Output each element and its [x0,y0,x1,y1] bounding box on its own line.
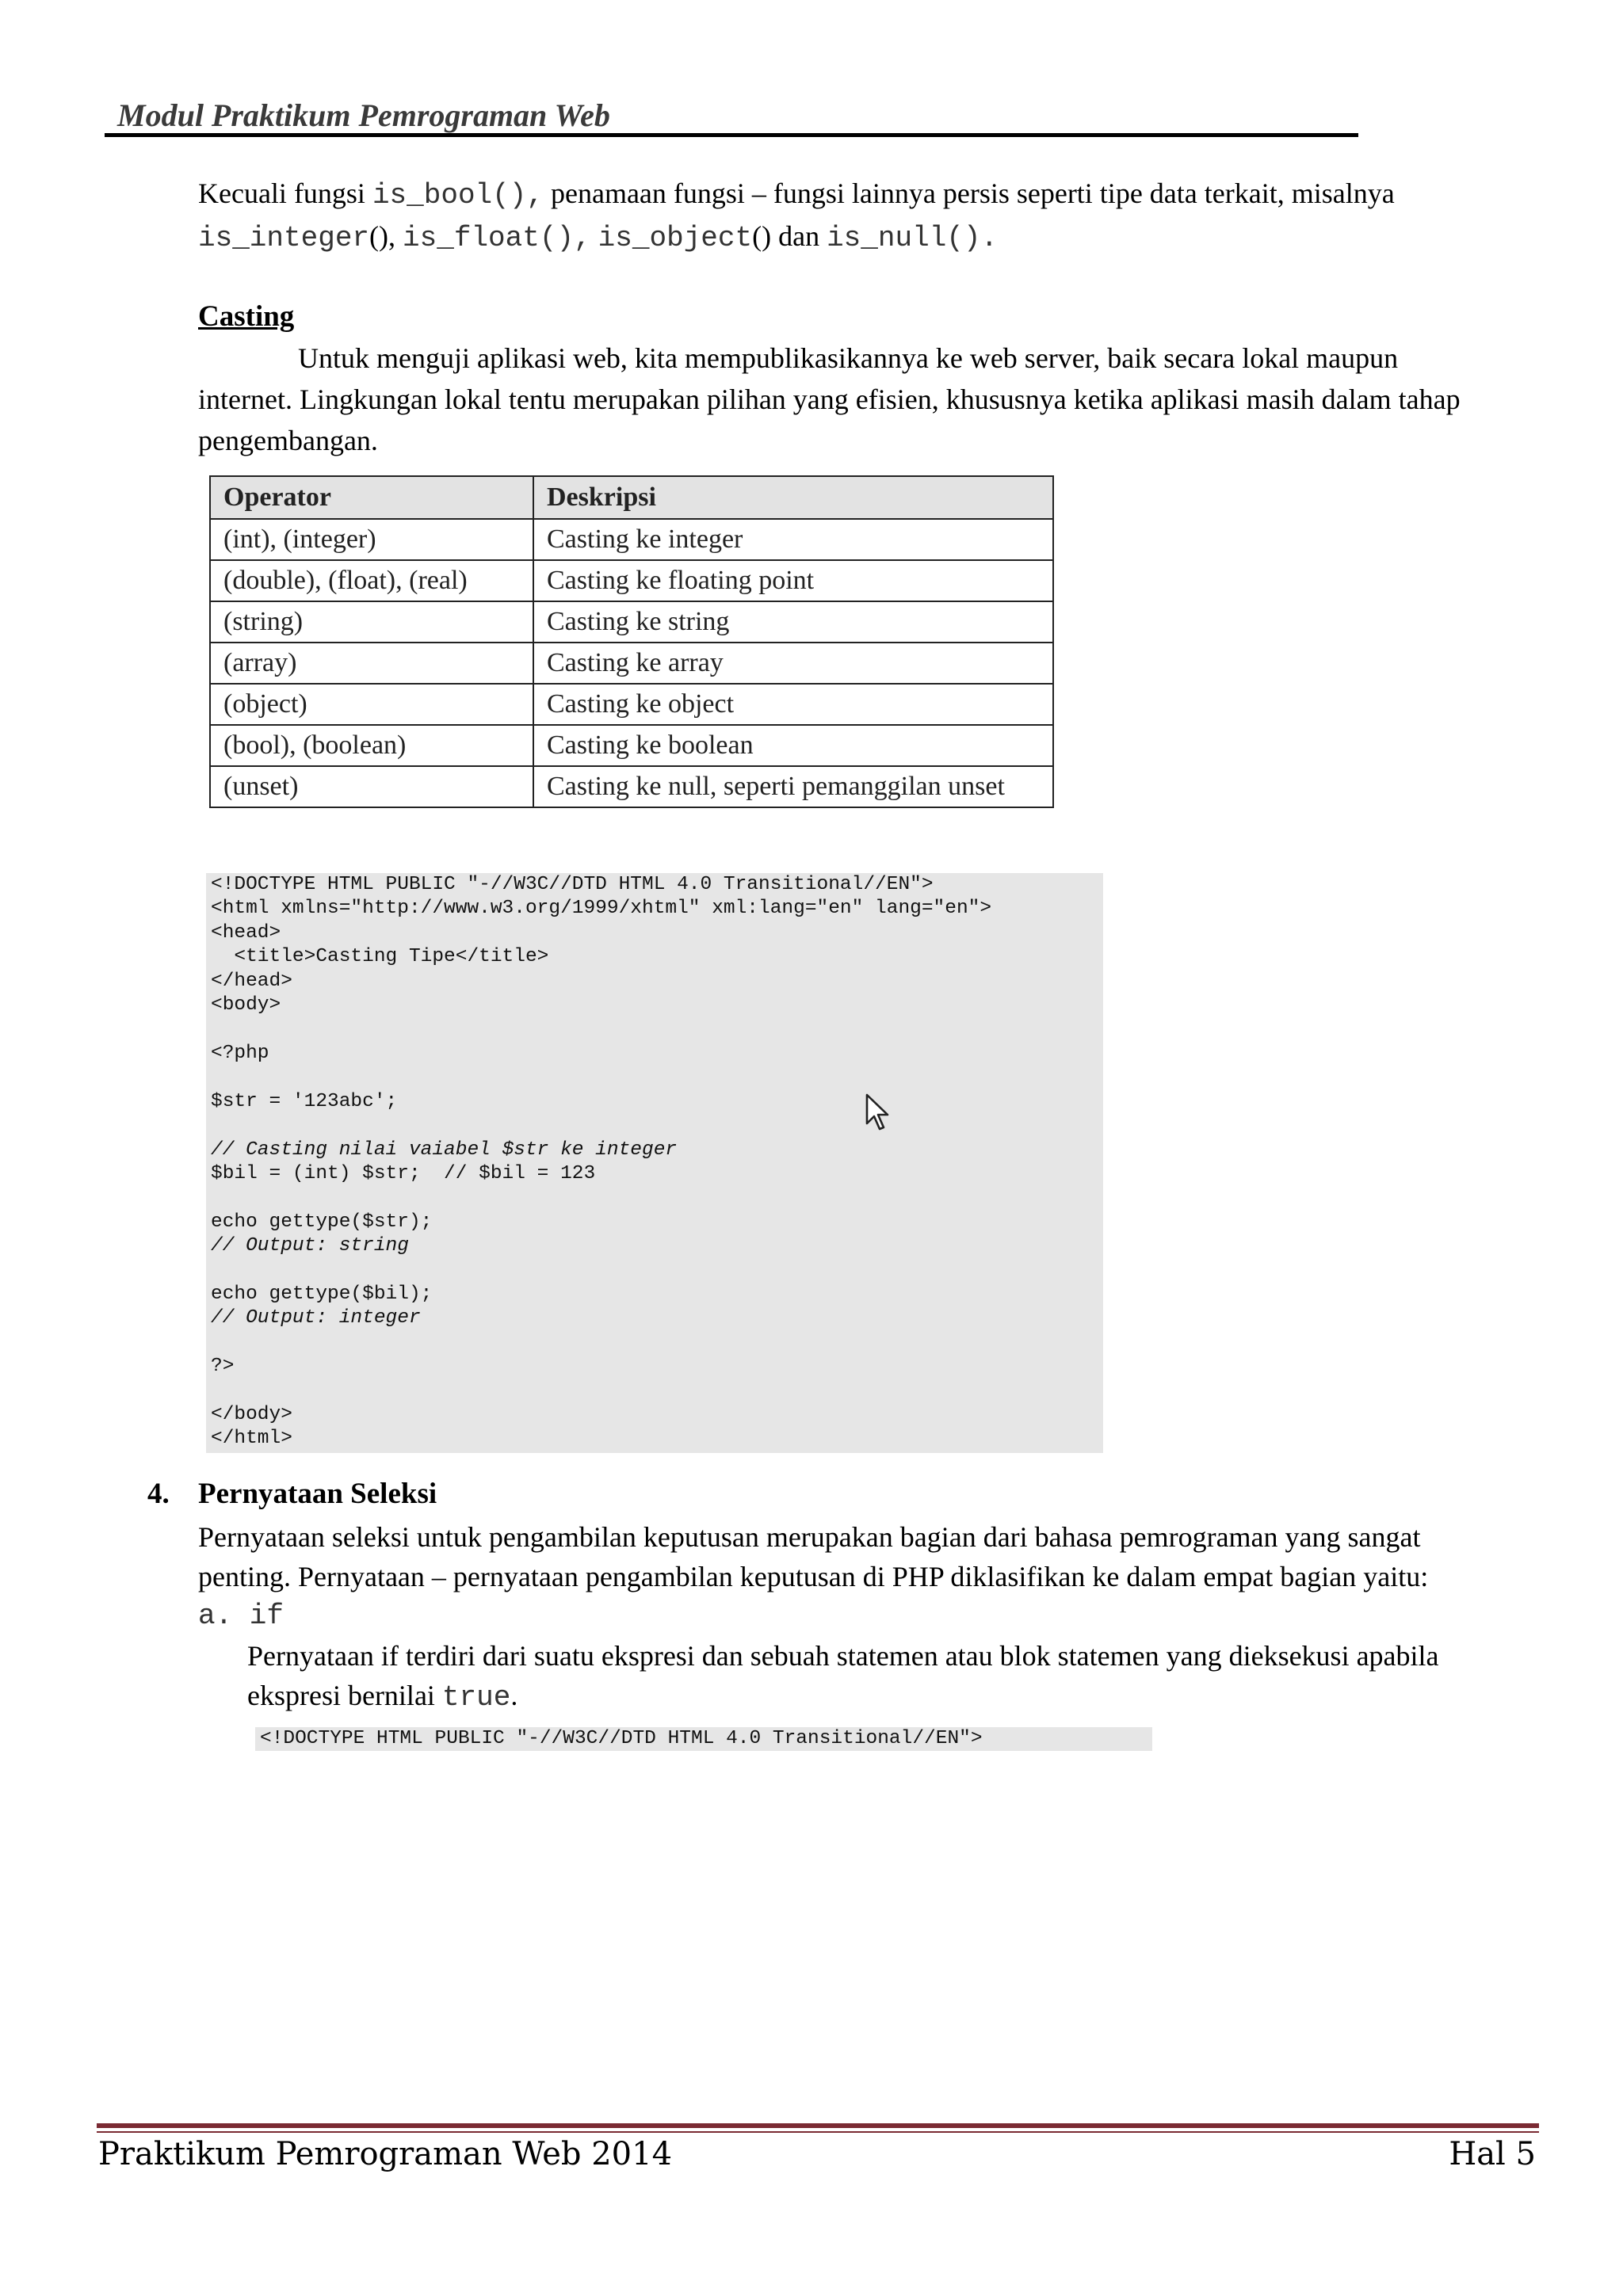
table-cell: (array) [210,643,533,684]
code-comment-line: // Output: integer [211,1307,421,1329]
subsection-paragraph-line: Pernyataan if terdiri dari suatu ekspresi dan sebuah statemen atau blok statemen yang dieksekusi apabila [247,1640,1439,1672]
footer-rule [97,2123,1539,2128]
intro-text: Kecuali fungsi [198,177,372,209]
table-cell: (bool), (boolean) [210,725,533,766]
page-number: Hal 5 [1449,2136,1536,2172]
header-title: Modul Praktikum Pemrograman Web [117,97,610,133]
operator-table [209,475,1054,808]
code-line: <!DOCTYPE HTML PUBLIC "-//W3C//DTD HTML 4.0 Transitional//EN"> [260,1728,983,1749]
intro-code: is_integer [198,222,370,254]
code-line: echo gettype($bil); [211,1283,433,1305]
intro-line-2 [198,215,998,259]
table-header-deskripsi: Deskripsi [533,476,1053,519]
intro-code: is_bool(), [372,179,544,212]
code-line: <!DOCTYPE HTML PUBLIC "-//W3C//DTD HTML 4.0 Transitional//EN"> [211,874,934,895]
casting-paragraph-line: internet. Lingkungan lokal tentu merupakan pilihan yang efisien, khususnya ketika aplikasi masih dalam tahap [198,383,1461,415]
intro-code: is_object [598,222,753,254]
code-line: </head> [211,971,292,992]
code-block-if [255,1727,1152,1751]
subsection-label: a. if [198,1600,285,1632]
table-row [210,766,1053,807]
table-row [210,560,1053,601]
intro-text: penamaan fungsi – fungsi lainnya persis seperti tipe data terkait, misalnya [543,177,1395,209]
intro-text [591,220,598,252]
table-cell: Casting ke integer [533,519,1053,560]
footer-title: Praktikum Pemrograman Web 2014 [98,2136,673,2172]
subsection-text: ekspresi bernilai [247,1680,442,1711]
code-comment-line: // Output: string [211,1235,409,1257]
code-line: echo gettype($str); [211,1211,433,1233]
subsection-code: true [441,1681,511,1714]
table-row [210,725,1053,766]
table-header-row [210,476,1053,519]
table-cell: Casting ke array [533,643,1053,684]
code-block-casting [206,873,1103,1453]
table-cell: (unset) [210,766,533,807]
footer-rule-thin [97,2131,1539,2133]
code-line: <html xmlns="http://www.w3.org/1999/xhtml" xml:lang="en" lang="en"> [211,898,992,919]
table-row [210,519,1053,560]
code-line: $str = '123abc'; [211,1091,398,1112]
intro-text: (), [369,220,403,252]
code-line: <body> [211,994,281,1016]
code-line: </html> [211,1428,292,1449]
code-line: <title>Casting Tipe</title> [211,946,549,967]
mouse-pointer-icon [865,1093,892,1133]
table-cell: Casting ke object [533,684,1053,725]
table-cell: (int), (integer) [210,519,533,560]
code-line: <head> [211,922,281,944]
table-row [210,601,1053,643]
section-paragraph-line: penting. Pernyataan – pernyataan pengambilan keputusan di PHP diklasifikan ke dalam empat bagian yaitu: [198,1561,1429,1592]
code-comment-line: // Casting nilai vaiabel $str ke integer [211,1139,678,1161]
table-cell: Casting ke string [533,601,1053,643]
code-line: <?php [211,1043,269,1064]
table-cell: (double), (float), (real) [210,560,533,601]
table-cell: (object) [210,684,533,725]
subsection-paragraph-line [247,1675,517,1718]
header-rule [105,133,1358,137]
table-row [210,684,1053,725]
subsection-text: . [510,1680,518,1711]
casting-paragraph-line: pengembangan. [198,425,378,456]
table-header-operator: Operator [210,476,533,519]
table-cell: Casting ke floating point [533,560,1053,601]
intro-text: () dan [752,220,827,252]
table-cell: (string) [210,601,533,643]
section-paragraph-line: Pernyataan seleksi untuk pengambilan keputusan merupakan bagian dari bahasa pemrograman yang sangat [198,1521,1421,1553]
intro-code: is_float(), [403,222,591,254]
intro-code: is_null(). [827,222,999,254]
casting-heading: Casting [198,300,295,333]
section-title: Pernyataan Seleksi [198,1478,437,1510]
code-line: ?> [211,1356,235,1377]
table-cell: Casting ke null, seperti pemanggilan unset [533,766,1053,807]
table-row [210,643,1053,684]
intro-line-1 [198,173,1395,216]
code-line: </body> [211,1404,292,1425]
section-number: 4. [147,1478,170,1510]
code-line: $bil = (int) $str; // $bil = 123 [211,1163,596,1184]
table-cell: Casting ke boolean [533,725,1053,766]
casting-paragraph-line: Untuk menguji aplikasi web, kita mempublikasikannya ke web server, baik secara lokal maupun [298,342,1399,374]
